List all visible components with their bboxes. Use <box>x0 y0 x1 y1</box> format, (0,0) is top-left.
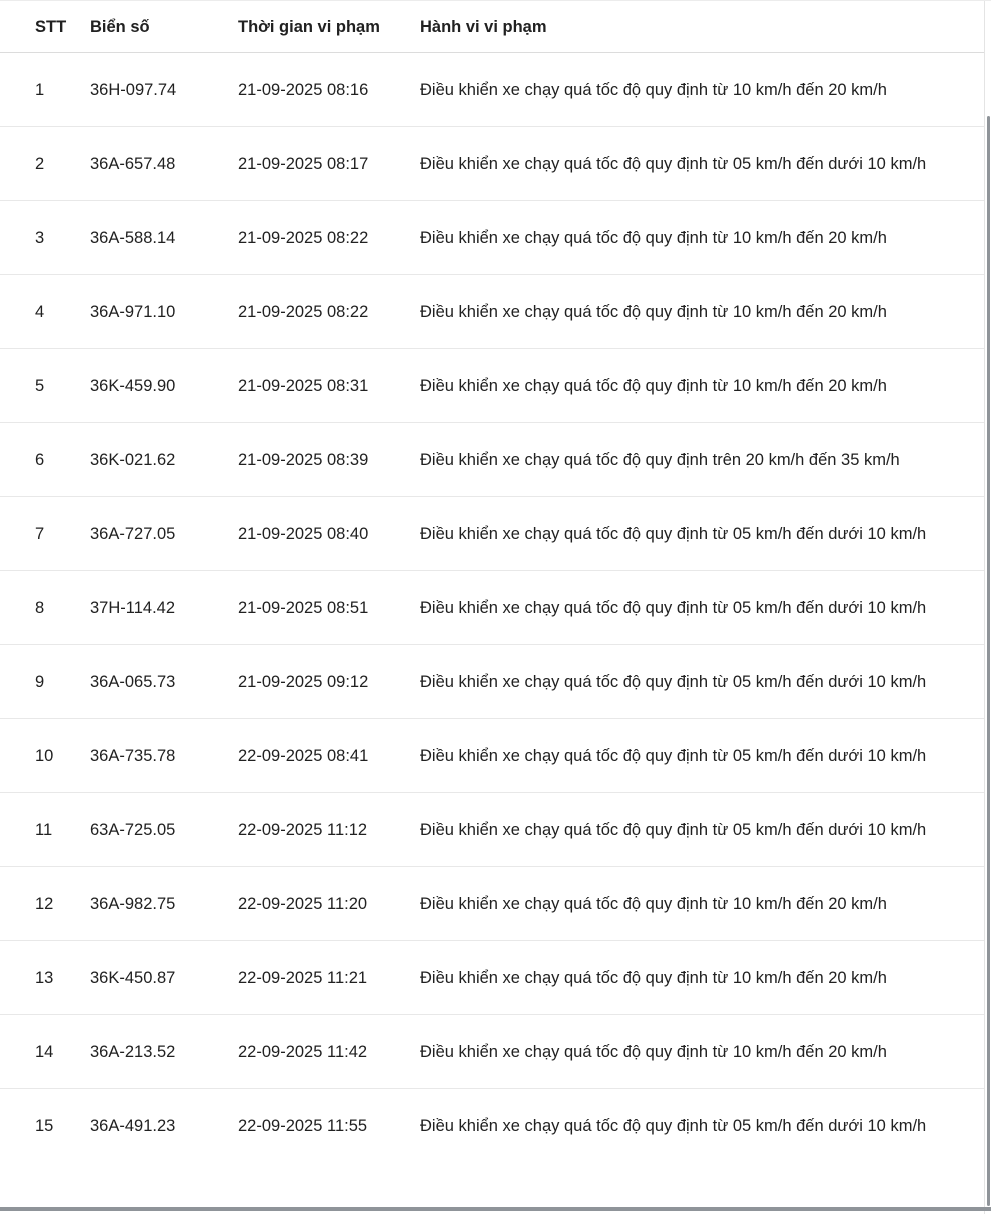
table-row <box>0 127 985 201</box>
vertical-scrollbar-thumb[interactable] <box>987 116 990 1206</box>
cell-plate: 36A-727.05 <box>90 497 238 571</box>
cell-stt: 9 <box>0 645 90 719</box>
table-row <box>0 497 985 571</box>
cell-behavior: Điều khiển xe chạy quá tốc độ quy định từ 10 km/h đến 20 km/h <box>420 349 985 423</box>
cell-plate: 36A-588.14 <box>90 201 238 275</box>
column-header-plate: Biển số <box>90 1 238 53</box>
cell-plate: 36A-213.52 <box>90 1015 238 1089</box>
cell-behavior: Điều khiển xe chạy quá tốc độ quy định từ 05 km/h đến dưới 10 km/h <box>420 127 985 201</box>
scrollbar-track <box>984 1 985 1214</box>
violations-table <box>0 1 985 1162</box>
cell-plate: 36K-021.62 <box>90 423 238 497</box>
cell-time: 22-09-2025 08:41 <box>238 719 420 793</box>
cell-plate: 36A-735.78 <box>90 719 238 793</box>
header-row <box>0 1 985 53</box>
table-row <box>0 349 985 423</box>
table-row <box>0 275 985 349</box>
cell-plate: 36A-982.75 <box>90 867 238 941</box>
cell-plate: 36H-097.74 <box>90 53 238 127</box>
table-row <box>0 793 985 867</box>
column-header-stt: STT <box>0 1 90 53</box>
cell-behavior: Điều khiển xe chạy quá tốc độ quy định từ 10 km/h đến 20 km/h <box>420 941 985 1015</box>
cell-time: 21-09-2025 08:39 <box>238 423 420 497</box>
table-row <box>0 423 985 497</box>
table-row <box>0 645 985 719</box>
table-header <box>0 1 985 53</box>
table-row <box>0 941 985 1015</box>
cell-plate: 63A-725.05 <box>90 793 238 867</box>
table-row <box>0 571 985 645</box>
cell-plate: 36A-065.73 <box>90 645 238 719</box>
cell-time: 22-09-2025 11:55 <box>238 1117 368 1135</box>
table-row <box>0 1089 985 1163</box>
cell-time: 21-09-2025 08:51 <box>238 571 420 645</box>
cell-plate: 36A-491.23 <box>90 1117 176 1135</box>
cell-behavior: Điều khiển xe chạy quá tốc độ quy định từ 10 km/h đến 20 km/h <box>420 53 985 127</box>
cell-behavior: Điều khiển xe chạy quá tốc độ quy định từ 05 km/h đến dưới 10 km/h <box>420 571 985 645</box>
table-body <box>0 53 985 1163</box>
cell-time: 21-09-2025 09:12 <box>238 645 420 719</box>
cell-plate: 36K-450.87 <box>90 941 238 1015</box>
cell-behavior: Điều khiển xe chạy quá tốc độ quy định từ 05 km/h đến dưới 10 km/h <box>420 645 985 719</box>
table-row <box>0 1015 985 1089</box>
cell-time: 21-09-2025 08:16 <box>238 53 420 127</box>
column-header-time: Thời gian vi phạm <box>238 1 420 53</box>
cell-plate: 37H-114.42 <box>90 571 238 645</box>
cell-stt: 5 <box>0 349 90 423</box>
cell-behavior: Điều khiển xe chạy quá tốc độ quy định từ 10 km/h đến 20 km/h <box>420 275 985 349</box>
cell-plate: 36A-657.48 <box>90 127 238 201</box>
cell-stt: 11 <box>0 793 90 867</box>
cell-stt: 3 <box>0 201 90 275</box>
cell-time: 21-09-2025 08:22 <box>238 201 420 275</box>
cell-behavior: Điều khiển xe chạy quá tốc độ quy định từ 10 km/h đến 20 km/h <box>420 201 985 275</box>
cell-stt: 10 <box>0 719 90 793</box>
cell-plate: 36K-459.90 <box>90 349 238 423</box>
table-row <box>0 53 985 127</box>
table-row <box>0 201 985 275</box>
cell-behavior: Điều khiển xe chạy quá tốc độ quy định từ 05 km/h đến dưới 10 km/h <box>420 719 985 793</box>
table-row <box>0 719 985 793</box>
cell-time: 21-09-2025 08:31 <box>238 349 420 423</box>
cell-stt: 2 <box>0 127 90 201</box>
cell-stt: 6 <box>0 423 90 497</box>
cell-stt: 13 <box>0 941 90 1015</box>
cell-time: 22-09-2025 11:12 <box>238 793 420 867</box>
table-row <box>0 867 985 941</box>
cell-stt: 7 <box>0 497 90 571</box>
cell-behavior: Điều khiển xe chạy quá tốc độ quy định trên 20 km/h đến 35 km/h <box>420 423 985 497</box>
column-header-behavior: Hành vi vi phạm <box>420 1 985 53</box>
cell-stt: 12 <box>0 867 90 941</box>
cell-time: 22-09-2025 11:20 <box>238 867 420 941</box>
cell-stt: 8 <box>0 571 90 645</box>
cell-behavior: Điều khiển xe chạy quá tốc độ quy định từ 10 km/h đến 20 km/h <box>420 1015 985 1089</box>
cell-behavior: Điều khiển xe chạy quá tốc độ quy định từ 05 km/h đến dưới 10 km/h <box>420 497 985 571</box>
cell-time: 22-09-2025 11:42 <box>238 1015 420 1089</box>
cell-stt: 4 <box>0 275 90 349</box>
cell-time: 21-09-2025 08:40 <box>238 497 420 571</box>
bottom-border-bar <box>0 1207 991 1211</box>
cell-behavior: Điều khiển xe chạy quá tốc độ quy định từ 05 km/h đến dưới 10 km/h <box>420 793 985 867</box>
cell-time: 21-09-2025 08:22 <box>238 275 420 349</box>
cell-behavior: Điều khiển xe chạy quá tốc độ quy định từ 05 km/h đến dưới 10 km/h <box>420 1117 927 1135</box>
cell-plate: 36A-971.10 <box>90 275 238 349</box>
cell-time: 22-09-2025 11:21 <box>238 941 420 1015</box>
cell-stt: 15 <box>35 1117 54 1135</box>
cell-stt: 1 <box>0 53 90 127</box>
cell-time: 21-09-2025 08:17 <box>238 127 420 201</box>
cell-behavior: Điều khiển xe chạy quá tốc độ quy định từ 10 km/h đến 20 km/h <box>420 867 985 941</box>
cell-stt: 14 <box>0 1015 90 1089</box>
